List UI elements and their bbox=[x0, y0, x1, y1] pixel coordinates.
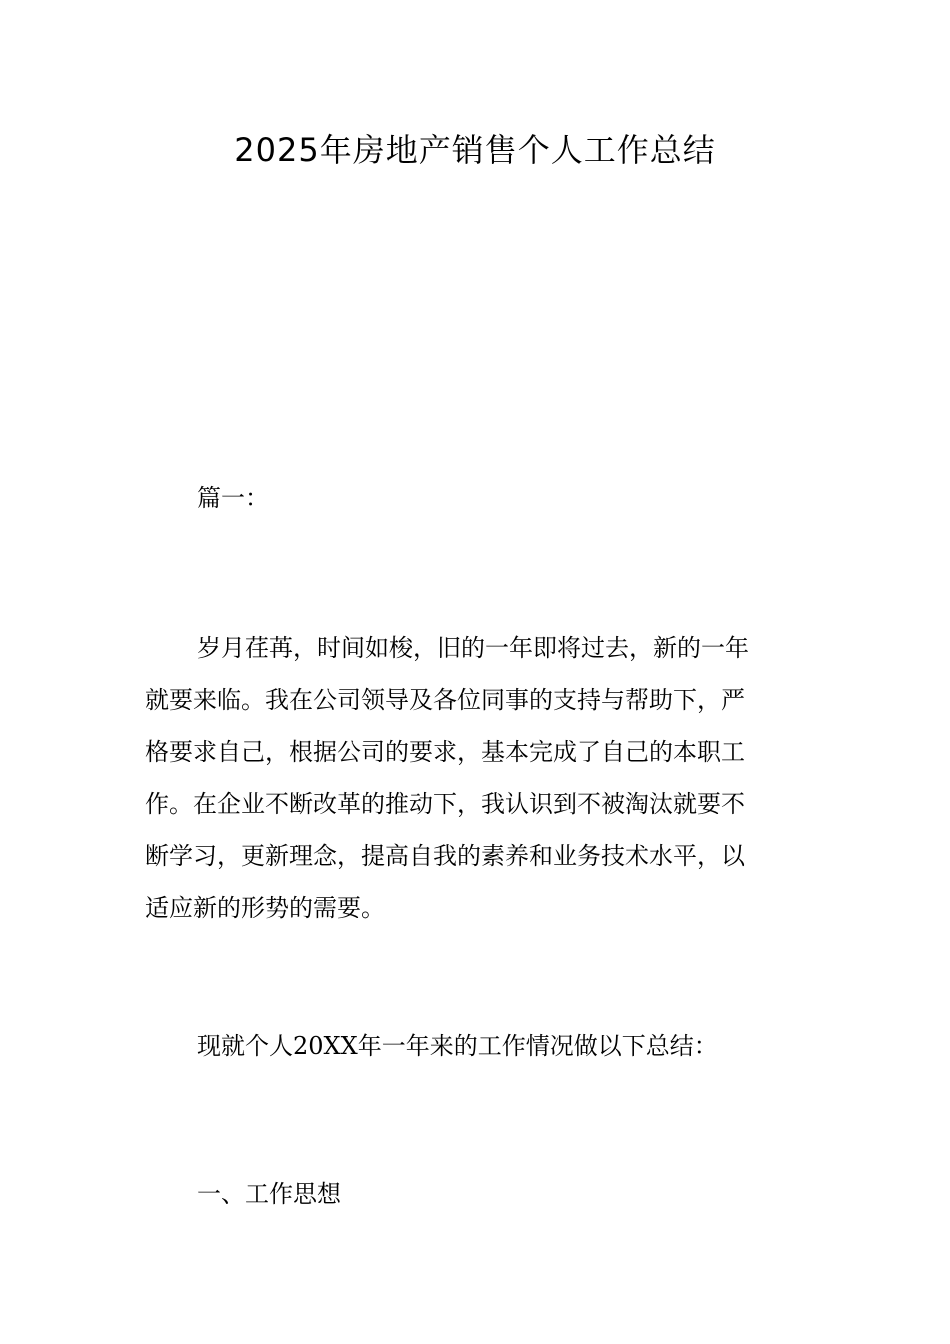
paragraph-line: 格要求自己，根据公司的要求，基本完成了自己的本职工 bbox=[145, 738, 745, 766]
paragraph-line: 作。在企业不断改革的推动下，我认识到不被淘汰就要不 bbox=[145, 790, 745, 818]
summary-intro: 现就个人20XX年一年来的工作情况做以下总结： bbox=[197, 1032, 718, 1060]
paragraph-line: 断学习，更新理念，提高自我的素养和业务技术水平，以 bbox=[145, 842, 745, 870]
paragraph-line: 岁月荏苒，时间如梭，旧的一年即将过去，新的一年 bbox=[197, 634, 749, 662]
section-label: 篇一： bbox=[197, 484, 269, 512]
section-heading: 一、工作思想 bbox=[197, 1180, 341, 1208]
paragraph-line: 就要来临。我在公司领导及各位同事的支持与帮助下，严 bbox=[145, 686, 745, 714]
body-paragraph bbox=[145, 622, 815, 934]
document-title: 2025年房地产销售个人工作总结 bbox=[234, 131, 716, 169]
paragraph-line: 适应新的形势的需要。 bbox=[145, 894, 385, 922]
